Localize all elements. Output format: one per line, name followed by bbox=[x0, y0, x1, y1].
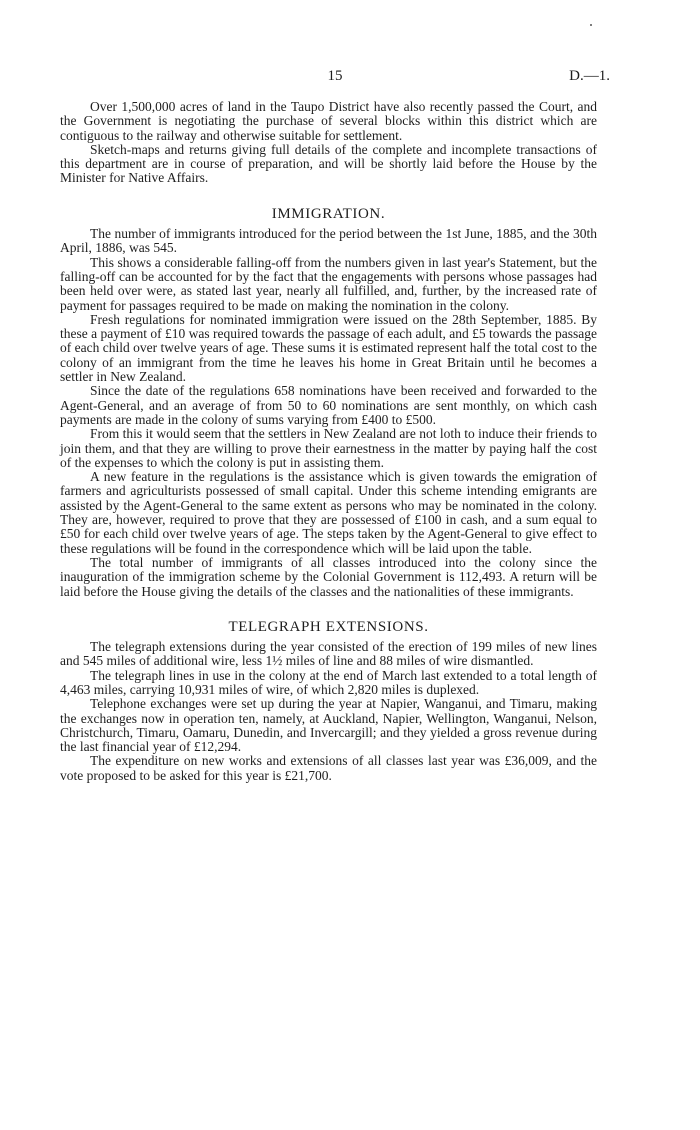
paragraph: From this it would seem that the settlers in New Zealand are not loth to induce their friends to join them, and that they are willing to prove their earnestness in the matter by paying half the cost of the expenses to which the colony is put in assisting them. bbox=[60, 426, 597, 470]
paragraph: The telegraph lines in use in the colony at the end of March last extended to a total length of 4,463 miles, carrying 10,931 miles of wire, of which 2,820 miles is duplexed. bbox=[60, 667, 597, 697]
telegraph-section bbox=[60, 620, 597, 783]
paragraph: A new feature in the regulations is the assistance which is given towards the emigration of farmers and agriculturists possessed of small capital. Under this scheme intending emigrants are assisted by the Agent-General to the same extent as persons who may be nominated in the colony. They are, however, required to prove that they are possessed of £100 in cash, and a sum equal to £50 for each child over twelve years of age. The steps taken by the Agent-General to give effect to these regulations will be found in the correspondence which will be laid upon the table. bbox=[60, 469, 597, 556]
immigration-section bbox=[60, 207, 597, 599]
paragraph: Fresh regulations for nominated immigration were issued on the 28th September, 1885. By these a payment of £10 was required towards the passage of each adult, and £5 towards the passage of each child over twelve years of age. These sums it is estimated represent half the total cost to the colony of an immigrant from the time he leaves his home in Great Britain until he becomes a settler in New Zealand. bbox=[60, 311, 597, 385]
page-header bbox=[60, 68, 610, 88]
paragraph: The telegraph extensions during the year consisted of the erection of 199 miles of new lines and 545 miles of additional wire, less 1½ miles of line and 88 miles of wire dismantled. bbox=[60, 639, 597, 669]
section-heading-telegraph: TELEGRAPH EXTENSIONS. bbox=[228, 618, 429, 635]
page-body bbox=[60, 100, 597, 783]
section-heading-immigration: IMMIGRATION. bbox=[271, 205, 386, 222]
document-reference: D.—1. bbox=[569, 68, 610, 84]
paragraph: Telephone exchanges were set up during the year at Napier, Wanganui, and Timaru, making the exchanges now in operation ten, namely, at Auckland, Napier, Wellington, Wanganui, Nelson, Christchurch, Timaru, Oamaru, Dunedin, and Invercargill; and they yielded a gross revenue during the last financial year of £12,294. bbox=[60, 696, 597, 755]
paragraph: The total number of immigrants of all classes introduced into the colony since the inauguration of the immigration scheme by the Colonial Government is 112,493. A return will be laid before the House giving the details of the classes and the nationalities of these immigrants. bbox=[60, 554, 597, 599]
margin-mark bbox=[590, 24, 592, 26]
paragraph: This shows a considerable falling-off from the numbers given in last year's Statement, but the falling-off can be accounted for by the fact that the engagements with persons whose passages had been held over were, as stated last year, nearly all fulfilled, and, further, by the increased rate of payment for passages required to be made on making the nomination in the colony. bbox=[60, 254, 597, 313]
paragraph: Over 1,500,000 acres of land in the Taupo District have also recently passed the Court, and the Government is negotiating the purchase of several blocks within this district which are contiguous to the railway and otherwise suitable for settlement. bbox=[60, 99, 597, 143]
paragraph: The number of immigrants introduced for the period between the 1st June, 1885, and the 30th April, 1886, was 545. bbox=[60, 226, 597, 256]
paragraph: Since the date of the regulations 658 nominations have been received and forwarded to the Agent-General, and an average of from 50 to 60 nominations are sent monthly, on which cash payments are made in the colony of sums varying from £400 to £500. bbox=[60, 383, 597, 427]
paragraph: Sketch-maps and returns giving full details of the complete and incomplete transactions of this department are in course of preparation, and will be shortly laid before the House by the Minister for Native Affairs. bbox=[60, 141, 597, 186]
paragraph: The expenditure on new works and extensions of all classes last year was £36,009, and the vote proposed to be asked for this year is £21,700. bbox=[60, 753, 597, 783]
page-number: 15 bbox=[327, 68, 343, 84]
intro-section bbox=[60, 100, 597, 186]
